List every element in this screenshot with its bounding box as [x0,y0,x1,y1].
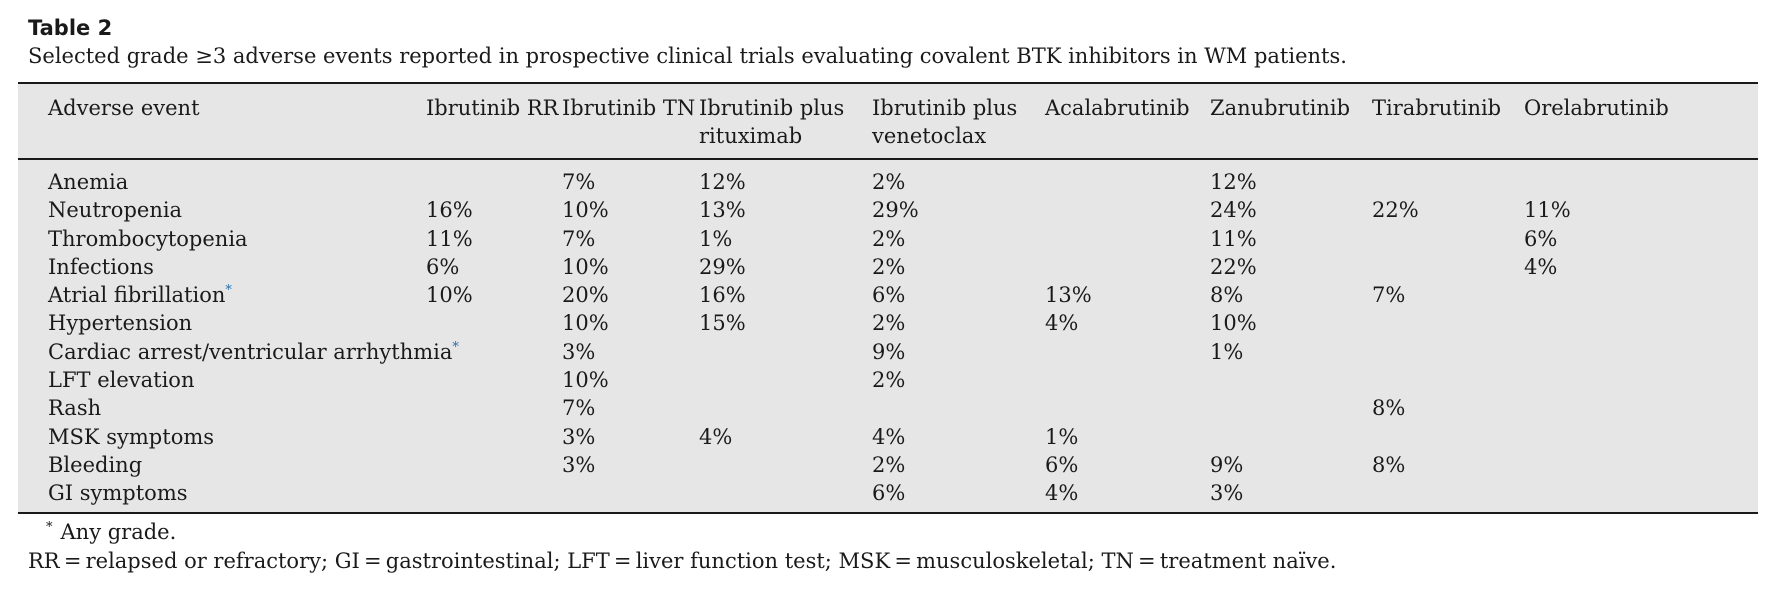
value-cell [699,451,872,479]
adverse-event-label: MSK symptoms [48,424,215,449]
value-cell: 9% [1210,452,1244,477]
value-cell [699,479,872,507]
column-header: Ibrutinib plus rituximab [699,84,872,159]
value-cell [1372,479,1524,507]
value-cell [1045,366,1210,394]
adverse-event-cell [18,366,426,394]
adverse-event-cell [18,451,426,479]
value-cell: 2% [872,311,906,336]
value-cell [1524,479,1758,507]
value-cell: 2% [872,368,906,393]
value-cell: 8% [1210,283,1244,308]
value-cell: 7% [562,170,596,194]
value-cell [1524,309,1758,337]
table-header-row [18,84,1758,159]
abbreviations-note: RR = relapsed or refractory; GI = gastrointestinal; LFT = liver function test; MSK = musculoskeletal; TN = treatment naïve. [28,549,1337,573]
value-cell [426,159,562,196]
value-cell [699,338,872,366]
adverse-event-cell [18,159,426,196]
column-header: Orelabrutinib [1524,84,1758,159]
value-cell [1045,196,1210,224]
value-cell: 4% [872,424,906,449]
footnote-ref-mark: * [452,339,459,355]
value-cell: 9% [872,339,906,364]
value-cell: 2% [872,226,906,251]
value-cell: 3% [1210,481,1244,506]
column-header: Ibrutinib RR [426,84,562,159]
table-body [18,159,1758,508]
column-header: Ibrutinib plus venetoclax [872,84,1045,159]
table-row [18,159,1758,196]
value-cell [1524,451,1758,479]
adverse-event-cell [18,281,426,309]
table-row [18,281,1758,309]
adverse-event-label: Cardiac arrest/ventricular arrhythmia [48,339,453,364]
value-cell [1372,159,1524,196]
value-cell [426,423,562,451]
table-row [18,253,1758,281]
adverse-event-label: Bleeding [48,452,143,477]
value-cell [1524,338,1758,366]
value-cell: 12% [1210,170,1257,194]
value-cell [1372,309,1524,337]
value-cell: 13% [699,198,746,223]
value-cell: 3% [562,424,596,449]
value-cell [699,394,872,422]
value-cell: 11% [1210,226,1257,251]
value-cell: 6% [1045,452,1079,477]
value-cell: 4% [699,424,733,449]
value-cell: 4% [1045,311,1079,336]
value-cell [1045,338,1210,366]
value-cell: 1% [1045,424,1079,449]
value-cell [1524,159,1758,196]
adverse-event-label: Infections [48,254,154,279]
value-cell [1045,159,1210,196]
value-cell: 15% [699,311,746,336]
value-cell [426,479,562,507]
value-cell: 1% [1210,339,1244,364]
value-cell: 6% [872,481,906,506]
value-cell [1524,394,1758,422]
value-cell: 29% [699,254,746,279]
value-cell: 6% [426,254,460,279]
value-cell: 10% [562,368,609,393]
table-row [18,423,1758,451]
adverse-event-cell [18,479,426,507]
value-cell: 1% [699,226,733,251]
value-cell: 10% [426,283,473,308]
column-header: Ibrutinib TN [562,84,699,159]
footnote-text: Any grade. [60,520,177,544]
table-row [18,394,1758,422]
value-cell [872,394,1045,422]
value-cell [426,394,562,422]
adverse-event-cell [18,253,426,281]
table-row [18,479,1758,507]
column-header: Adverse event [18,84,426,159]
value-cell: 29% [872,198,919,223]
table-row [18,338,1758,366]
value-cell: 8% [1372,452,1406,477]
adverse-event-label: Neutropenia [48,198,183,223]
value-cell: 22% [1372,198,1419,223]
value-cell [1524,366,1758,394]
adverse-event-label: GI symptoms [48,481,188,506]
adverse-event-label: LFT elevation [48,368,195,393]
value-cell: 16% [699,283,746,308]
adverse-events-table-container [18,82,1758,514]
value-cell [1045,253,1210,281]
adverse-event-cell [18,338,459,366]
value-cell: 13% [1045,283,1092,308]
footnote-mark: * [46,520,53,535]
table-row [18,225,1758,253]
value-cell: 20% [562,283,609,308]
value-cell [1372,366,1524,394]
value-cell: 10% [562,254,609,279]
value-cell: 2% [872,254,906,279]
value-cell [426,451,562,479]
value-cell: 6% [872,283,906,308]
table-row [18,366,1758,394]
column-header: Tirabrutinib [1372,84,1524,159]
value-cell [426,366,562,394]
value-cell: 10% [562,198,609,223]
value-cell: 2% [872,452,906,477]
table-caption: Selected grade ≥3 adverse events reported in prospective clinical trials evaluating covalent BTK inhibitors in WM patients. [28,44,1347,68]
value-cell: 11% [426,226,473,251]
value-cell: 7% [562,396,596,421]
table-label: Table 2 [28,16,113,40]
value-cell [1210,366,1372,394]
value-cell [1524,423,1758,451]
value-cell [562,479,699,507]
value-cell: 3% [562,339,596,364]
value-cell: 4% [1045,481,1079,506]
value-cell: 22% [1210,254,1257,279]
adverse-events-table [18,84,1758,508]
adverse-event-label: Anemia [48,170,129,194]
footnote [46,520,176,544]
value-cell: 2% [872,170,906,194]
value-cell: 11% [1524,198,1571,223]
value-cell [426,309,562,337]
adverse-event-label: Hypertension [48,311,193,336]
value-cell [1045,225,1210,253]
adverse-event-cell [18,196,426,224]
value-cell: 4% [1524,254,1558,279]
value-cell [1372,338,1524,366]
value-cell: 3% [562,452,596,477]
table-row [18,451,1758,479]
table-row [18,196,1758,224]
value-cell [1210,423,1372,451]
value-cell: 6% [1524,226,1558,251]
column-header: Zanubrutinib [1210,84,1372,159]
value-cell [699,366,872,394]
adverse-event-cell [18,225,426,253]
value-cell: 12% [699,170,746,194]
column-header: Acalabrutinib [1045,84,1210,159]
footnote-ref-mark: * [225,283,232,299]
table-row [18,309,1758,337]
value-cell [1524,281,1758,309]
adverse-event-label: Atrial fibrillation [48,283,226,308]
adverse-event-label: Rash [48,396,102,421]
value-cell: 16% [426,198,473,223]
value-cell: 8% [1372,396,1406,421]
value-cell: 7% [562,226,596,251]
value-cell: 10% [562,311,609,336]
adverse-event-label: Thrombocytopenia [48,226,248,251]
value-cell: 7% [1372,283,1406,308]
value-cell [1045,394,1210,422]
value-cell [1372,225,1524,253]
value-cell [1372,423,1524,451]
adverse-event-cell [18,423,426,451]
value-cell: 10% [1210,311,1257,336]
value-cell [1372,253,1524,281]
adverse-event-cell [18,309,426,337]
value-cell: 24% [1210,198,1257,223]
value-cell [1210,394,1372,422]
adverse-event-cell [18,394,426,422]
